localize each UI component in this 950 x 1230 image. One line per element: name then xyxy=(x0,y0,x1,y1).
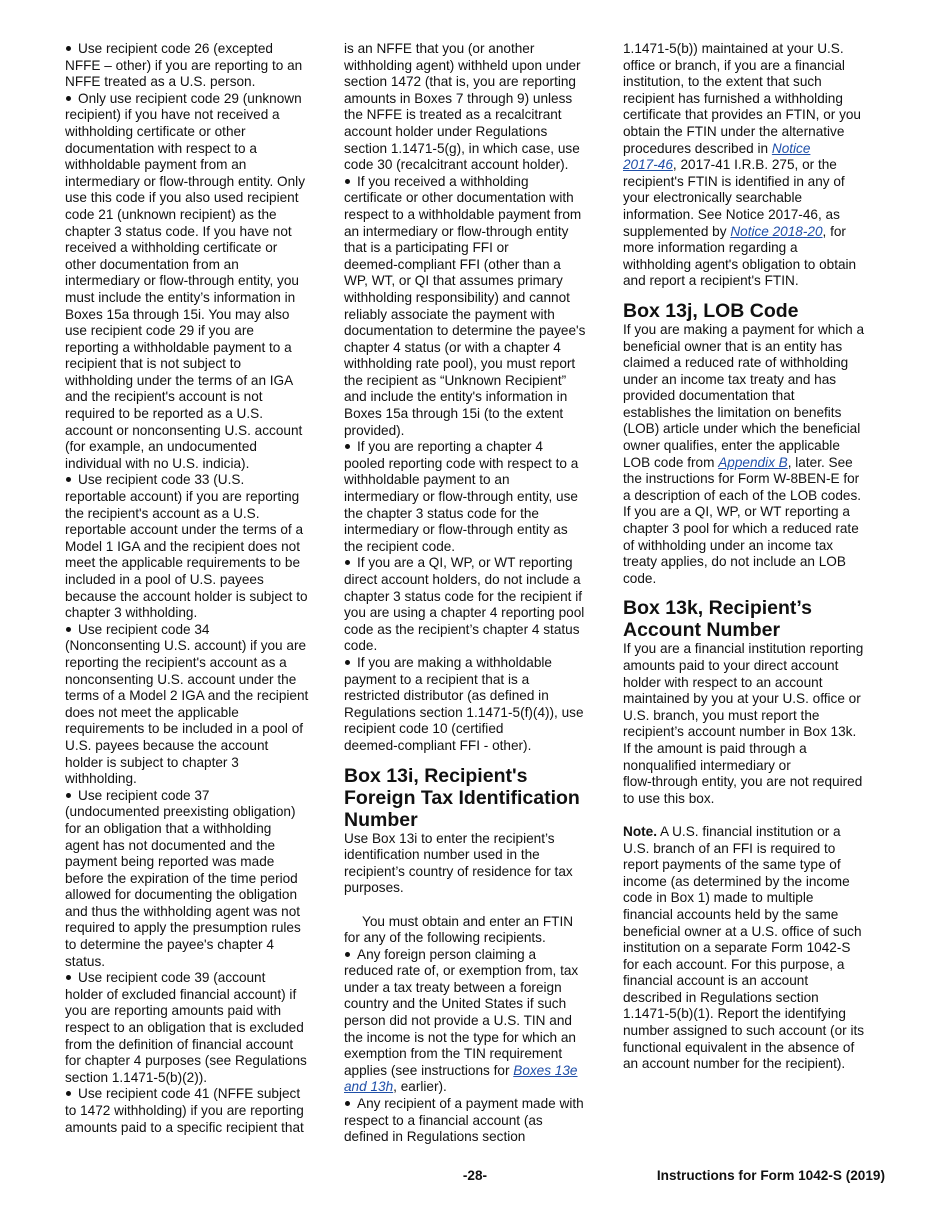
bullet-icon xyxy=(345,560,350,565)
link-boxes-13e[interactable]: Boxes 13e xyxy=(513,1062,578,1078)
column-middle: is an NFFE that you (or another withholding agent) withheld upon under section 1472 (that is, you are reporting amounts in Boxes 7 through 9) unless the NFFE is treated as a recalcitrant account holder under Regulations section 1.1471-5(g), in which case, use code 30 (recalcitrant account holder). If you received a withholding certificate or other documentation with respect to a withholdable payment from an intermediary or flow-through entity that is a participating FFI or deemed-compliant FFI (other than a WP, WT, or QI that assumes primary withholding responsibility) and cannot reliably associate the payment with documentation to determine the payee's chapter 4 status (or with a chapter 4 withholding rate pool), you must report the recipient as “Unknown Recipient” and include the entity's information in Boxes 15a through 15i (to the extent provided). If you are reporting a chapter 4 pooled reporting code with respect to a withholdable payment to an intermediary or flow-through entity, use the chapter 3 status code for the intermediary or flow-through entity as the recipient code. If you are a QI, WP, or WT reporting direct account holders, do not include a chapter 3 status code for the recipient if you are using a chapter 4 reporting pool code as the recipient’s chapter 4 status code. If you are making a withholdable payment to a recipient that is a restricted distributor (as defined in Regulations section 1.1471-5(f)(4)), use recipient code 10 (certified deemed-compliant FFI - other). Box 13i, Recipient's Foreign Tax Identification Number Use Box 13i to enter the recipient’s identification number used in the recipient’s country of residence for tax purposes. You must obtain and enter an FTIN for any of the following recipients. Any foreign person claiming a reduced rate of, or exemption from, tax under a tax treaty between a foreign country and the United States if such person did not provide a U.S. TIN and the income is not the type for which an exemption from the TIN requirement applies (see instructions for Boxes 13e and 13h, earlier). Any recipient of a payment made with respect to a financial account (as defined in Regulations section xyxy=(344,41,606,1146)
section-heading-box-13j: Box 13j, LOB Code xyxy=(623,299,799,322)
bullet-icon xyxy=(66,477,71,482)
section-heading-box-13k: Box 13k, Recipient’s Account Number xyxy=(623,597,812,642)
form-title: Instructions for Form 1042-S (2019) xyxy=(656,1168,885,1183)
bullet-icon xyxy=(345,1101,350,1106)
bullet-icon xyxy=(66,1091,71,1096)
section-heading-box-13i: Box 13i, Recipient's Foreign Tax Identification Number xyxy=(344,764,580,831)
bullet-icon xyxy=(345,444,350,449)
note-label: Note. xyxy=(623,823,657,839)
page-number: -28- xyxy=(462,1168,488,1183)
link-notice-2018-20[interactable]: Notice 2018-20 xyxy=(730,223,823,239)
bullet-icon xyxy=(66,793,71,798)
column-right: 1.1471-5(b)) maintained at your U.S. office or branch, if you are a financial institution, to the extent that such recipient has furnished a withholding certificate that provides an FTIN, or you obtain the FTIN under the alternative procedures described in Notice 2017-46, 2017-41 I.R.B. 275, or the recipient's FTIN is identified in any of your electronically searchable information. See Notice 2017-46, as supplemented by Notice 2018-20, for more information regarding a withholding agent's obligation to obtain and report a recipient's FTIN. Box 13j, LOB Code If you are making a payment for which a beneficial owner that is an entity has claimed a reduced rate of withholding under an income tax treaty and has provided documentation that establishes the limitation on benefits (LOB) article under which the beneficial owner qualifies, enter the applicable LOB code from Appendix B, later. See the instructions for Form W-8BEN-E for a description of each of the LOB codes. If you are a QI, WP, or WT reporting a chapter 3 pool for which a reduced rate of withholding under an income tax treaty applies, do not include an LOB code. Box 13k, Recipient’s Account Number If you are a financial institution reporting amounts paid to your direct account holder with respect to an account maintained by you at your U.S. office or U.S. branch, you must report the recipient’s account number in Box 13k. If the amount is paid through a nonqualified intermediary or flow-through entity, you are not required to use this box. Note. A U.S. financial institution or a U.S. branch of an FFI is required to report payments of the same type of income (as determined by the income code in Box 1) made to multiple financial accounts held by the same beneficial owner at a U.S. office of such institution on a separate Form 1042-S for each account. For this purpose, a financial account is an account described in Regulations section 1.1471-5(b)(1). Report the identifying number assigned to such account (or its functional equivalent in the absence of an account number for the recipient). xyxy=(623,41,885,1073)
link-notice-2017-46[interactable]: Notice xyxy=(771,140,811,156)
bullet-icon xyxy=(345,179,350,184)
bullet-icon xyxy=(345,660,350,665)
bullet-icon xyxy=(66,46,71,51)
link-appendix-b[interactable]: Appendix B xyxy=(718,454,788,470)
bullet-icon xyxy=(66,627,71,632)
link-13h[interactable]: and 13h xyxy=(344,1079,394,1095)
bullet-icon xyxy=(66,96,71,101)
link-notice-2017-46-cont[interactable]: 2017-46 xyxy=(623,157,673,173)
column-left: Use recipient code 26 (excepted NFFE – other) if you are reporting to an NFFE treated as a U.S. person. Only use recipient code 29 (unknown recipient) if you have not received a withholding certificate or other documentation with respect to a withholdable payment from an intermediary or flow-through entity. Only use this code if you also used recipient code 21 (unknown recipient) as the chapter 3 status code. If you have not received a withholding certificate or other documentation from an intermediary or flow-through entity, you must include the entity’s information in Boxes 15a through 15i. You may also use recipient code 29 if you are reporting a withholdable payment to a recipient that is not subject to withholding under the terms of an IGA and the recipient's account is not required to be reported as a U.S. account or nonconsenting U.S. account (for example, an undocumented individual with no U.S. indicia). Use recipient code 33 (U.S. reportable account) if you are reporting the recipient's account as a U.S. reportable account under the terms of a Model 1 IGA and the recipient does not meet the applicable requirements to be included in a pool of U.S. payees because the account holder is subject to chapter 3 withholding. Use recipient code 34 (Nonconsenting U.S. account) if you are reporting the recipient's account as a nonconsenting U.S. account under the terms of a Model 2 IGA and the recipient does not meet the applicable requirements to be included in a pool of U.S. payees because the account holder is subject to chapter 3 withholding. Use recipient code 37 (undocumented preexisting obligation) for an obligation that a withholding agent has not documented and the payment being reported was made before the expiration of the time period allowed for documenting the obligation and thus the withholding agent was not required to apply the presumption rules to determine the payee's chapter 4 status. Use recipient code 39 (account holder of excluded financial account) if you are reporting amounts paid with respect to an obligation that is excluded from the definition of financial account for chapter 4 purposes (see Regulations section 1.1471-5(b)(2)). Use recipient code 41 (NFFE subject to 1472 withholding) if you are reporting amounts paid to a specific recipient that xyxy=(65,41,309,1135)
bullet-icon xyxy=(66,975,71,980)
bullet-icon xyxy=(345,952,350,957)
